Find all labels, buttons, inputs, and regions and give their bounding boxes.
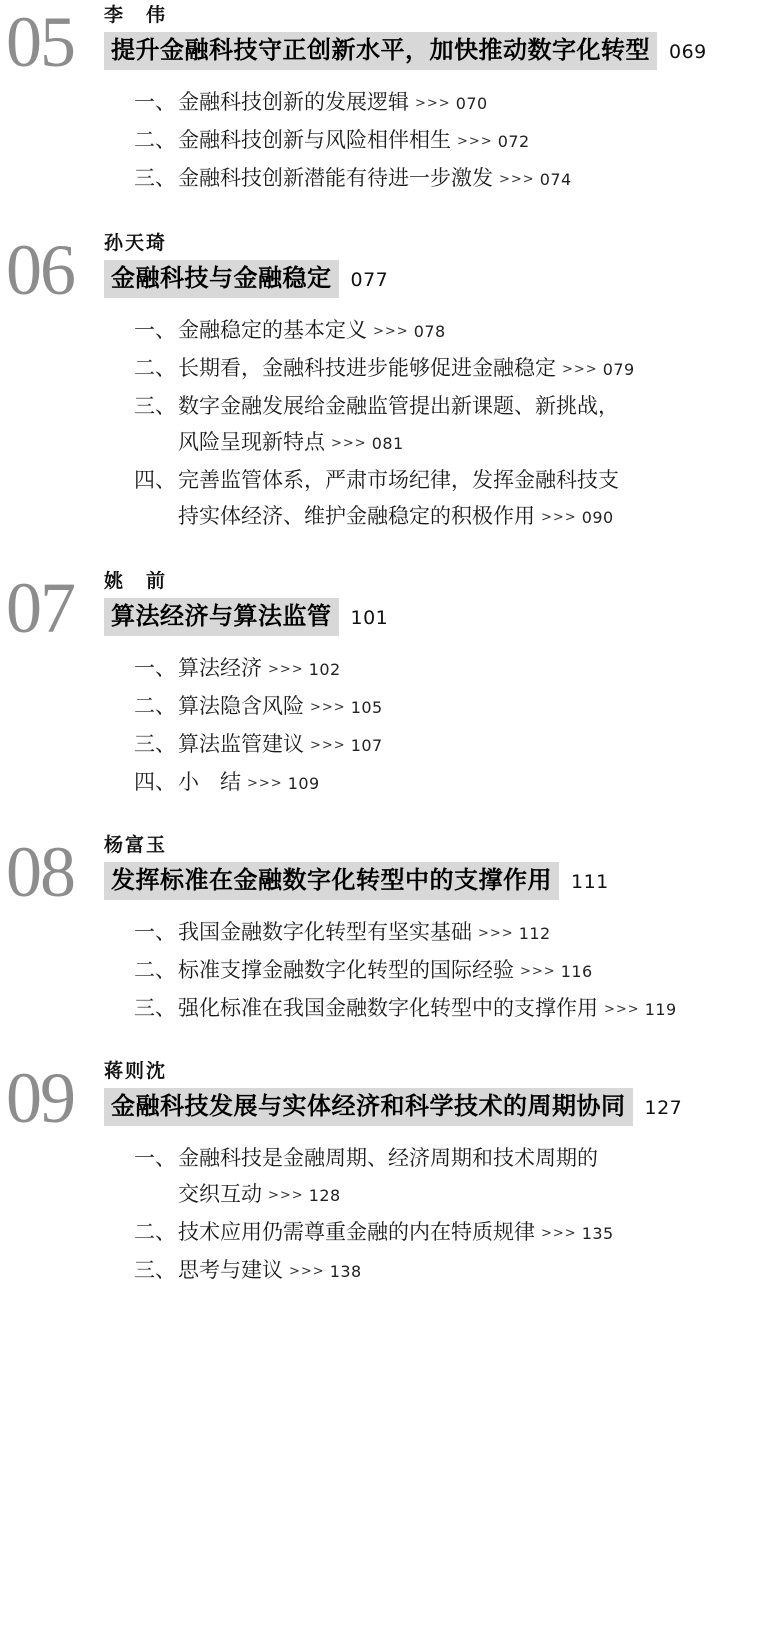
- list-item[interactable]: [134, 726, 758, 764]
- sub-text: [178, 688, 758, 726]
- entry-page-number: 101: [350, 607, 389, 629]
- sub-index: 二、: [134, 128, 176, 152]
- sub-label: 小 结: [178, 770, 241, 794]
- sub-text: [178, 84, 758, 122]
- list-item[interactable]: [134, 688, 758, 726]
- sub-text: [178, 350, 758, 388]
- sub-label-cont: 持实体经济、维护金融稳定的积极作用: [178, 504, 535, 528]
- arrow-icon: >>>: [415, 96, 451, 111]
- arrow-icon: >>>: [310, 700, 346, 715]
- sub-page: 135: [581, 1224, 614, 1243]
- sub-text: [178, 914, 758, 952]
- sub-label: 金融科技是金融周期、经济周期和技术周期的: [178, 1146, 598, 1170]
- entry-author: 杨富玉: [104, 834, 168, 856]
- sub-index: 一、: [134, 1146, 176, 1170]
- toc-entry-09[interactable]: [0, 1060, 758, 1290]
- sub-text: [178, 1140, 758, 1214]
- entry-title[interactable]: 发挥标准在金融数字化转型中的支撑作用: [104, 862, 559, 900]
- sub-page: 116: [560, 962, 593, 981]
- entry-number: 09: [6, 1058, 74, 1138]
- entry-page-number: 127: [644, 1097, 683, 1119]
- list-item[interactable]: [134, 990, 758, 1028]
- sub-page: 105: [350, 698, 383, 717]
- list-item[interactable]: [134, 388, 758, 462]
- entry-subsections: [104, 1140, 758, 1290]
- list-item[interactable]: [134, 952, 758, 990]
- list-item[interactable]: [134, 914, 758, 952]
- entry-title-row: [104, 598, 758, 636]
- sub-page: 072: [497, 132, 530, 151]
- list-item[interactable]: [134, 350, 758, 388]
- arrow-icon: >>>: [562, 362, 598, 377]
- sub-label-line2: [178, 1176, 758, 1214]
- entry-title[interactable]: 算法经济与算法监管: [104, 598, 339, 636]
- arrow-icon: >>>: [604, 1002, 640, 1017]
- sub-index: 四、: [134, 770, 176, 794]
- sub-label: 强化标准在我国金融数字化转型中的支撑作用: [178, 996, 598, 1020]
- list-item[interactable]: [134, 764, 758, 802]
- sub-label: 金融科技创新潜能有待进一步激发: [178, 166, 493, 190]
- sub-index: 三、: [134, 732, 176, 756]
- sub-index: 一、: [134, 318, 176, 342]
- sub-label-cont: 交织互动: [178, 1182, 262, 1206]
- toc-entry-06[interactable]: [0, 232, 758, 536]
- sub-label-line2: [178, 424, 758, 462]
- sub-label: 长期看，金融科技进步能够促进金融稳定: [178, 356, 556, 380]
- sub-label-line2: [178, 498, 758, 536]
- sub-label: 金融科技创新的发展逻辑: [178, 90, 409, 114]
- sub-page: 074: [539, 170, 572, 189]
- list-item[interactable]: [134, 462, 758, 536]
- arrow-icon: >>>: [478, 926, 514, 941]
- sub-text: [178, 1214, 758, 1252]
- toc-entry-05[interactable]: [0, 4, 758, 198]
- sub-page: 078: [413, 322, 446, 341]
- sub-index: 二、: [134, 356, 176, 380]
- entry-title[interactable]: 提升金融科技守正创新水平，加快推动数字化转型: [104, 32, 657, 70]
- sub-label-cont: 风险呈现新特点: [178, 430, 325, 454]
- arrow-icon: >>>: [373, 324, 409, 339]
- sub-index: 三、: [134, 166, 176, 190]
- entry-page-number: 077: [350, 269, 389, 291]
- sub-page: 102: [308, 660, 341, 679]
- sub-page: 128: [308, 1186, 341, 1205]
- list-item[interactable]: [134, 1214, 758, 1252]
- sub-page: 138: [329, 1262, 362, 1281]
- arrow-icon: >>>: [268, 662, 304, 677]
- list-item[interactable]: [134, 1140, 758, 1214]
- entry-title[interactable]: 金融科技发展与实体经济和科学技术的周期协同: [104, 1088, 633, 1126]
- sub-text: [178, 990, 758, 1028]
- entry-author: 姚 前: [104, 570, 168, 592]
- sub-page: 081: [371, 434, 404, 453]
- sub-label: 完善监管体系，严肃市场纪律，发挥金融科技支: [178, 468, 619, 492]
- entry-title-row: [104, 1088, 758, 1126]
- sub-index: 一、: [134, 656, 176, 680]
- sub-label: 思考与建议: [178, 1258, 283, 1282]
- sub-label: 算法隐含风险: [178, 694, 304, 718]
- sub-label: 算法监管建议: [178, 732, 304, 756]
- list-item[interactable]: [134, 1252, 758, 1290]
- sub-page: 112: [518, 924, 551, 943]
- arrow-icon: >>>: [247, 776, 283, 791]
- entry-author: 孙天琦: [104, 232, 168, 254]
- list-item[interactable]: [134, 650, 758, 688]
- sub-label: 技术应用仍需尊重金融的内在特质规律: [178, 1220, 535, 1244]
- entry-number: 05: [6, 2, 74, 82]
- entry-subsections: [104, 650, 758, 802]
- sub-page: 090: [581, 508, 614, 527]
- sub-text: [178, 160, 758, 198]
- sub-text: [178, 312, 758, 350]
- sub-page: 109: [287, 774, 320, 793]
- entry-title-row: [104, 260, 758, 298]
- sub-label: 我国金融数字化转型有坚实基础: [178, 920, 472, 944]
- toc-page: [0, 4, 758, 1634]
- arrow-icon: >>>: [541, 510, 577, 525]
- arrow-icon: >>>: [289, 1264, 325, 1279]
- list-item[interactable]: [134, 122, 758, 160]
- sub-index: 一、: [134, 920, 176, 944]
- sub-text: [178, 462, 758, 536]
- sub-index: 三、: [134, 996, 176, 1020]
- entry-page-number: 069: [669, 41, 707, 63]
- sub-page: 070: [455, 94, 488, 113]
- arrow-icon: >>>: [331, 436, 367, 451]
- entry-number: 06: [6, 230, 74, 310]
- toc-entry-08[interactable]: [0, 834, 758, 1028]
- sub-text: [178, 952, 758, 990]
- entry-subsections: [104, 914, 758, 1028]
- sub-text: [178, 764, 758, 802]
- sub-text: [178, 726, 758, 764]
- list-item[interactable]: [134, 312, 758, 350]
- sub-index: 一、: [134, 90, 176, 114]
- entry-title-row: [104, 862, 758, 900]
- sub-index: 二、: [134, 1220, 176, 1244]
- entry-author: 蒋则沈: [104, 1060, 168, 1082]
- arrow-icon: >>>: [268, 1188, 304, 1203]
- sub-index: 二、: [134, 694, 176, 718]
- list-item[interactable]: [134, 160, 758, 198]
- sub-page: 107: [350, 736, 383, 755]
- arrow-icon: >>>: [499, 172, 535, 187]
- entry-title[interactable]: 金融科技与金融稳定: [104, 260, 339, 298]
- sub-index: 二、: [134, 958, 176, 982]
- entry-subsections: [104, 84, 758, 198]
- entry-number: 07: [6, 568, 74, 648]
- entry-subsections: [104, 312, 758, 536]
- toc-entry-07[interactable]: [0, 570, 758, 802]
- arrow-icon: >>>: [457, 134, 493, 149]
- sub-index: 四、: [134, 468, 176, 492]
- entry-author: 李 伟: [104, 4, 168, 26]
- sub-page: 119: [644, 1000, 677, 1019]
- sub-label: 金融稳定的基本定义: [178, 318, 367, 342]
- sub-text: [178, 1252, 758, 1290]
- sub-text: [178, 650, 758, 688]
- arrow-icon: >>>: [520, 964, 556, 979]
- sub-label: 金融科技创新与风险相伴相生: [178, 128, 451, 152]
- sub-text: [178, 388, 758, 462]
- sub-index: 三、: [134, 1258, 176, 1282]
- sub-page: 079: [602, 360, 635, 379]
- sub-label: 算法经济: [178, 656, 262, 680]
- sub-label: 数字金融发展给金融监管提出新课题、新挑战，: [178, 394, 619, 418]
- sub-text: [178, 122, 758, 160]
- arrow-icon: >>>: [310, 738, 346, 753]
- sub-index: 三、: [134, 394, 176, 418]
- entry-page-number: 111: [571, 871, 609, 893]
- entry-title-row: [104, 32, 758, 70]
- arrow-icon: >>>: [541, 1226, 577, 1241]
- sub-label: 标准支撑金融数字化转型的国际经验: [178, 958, 514, 982]
- entry-number: 08: [6, 832, 74, 912]
- list-item[interactable]: [134, 84, 758, 122]
